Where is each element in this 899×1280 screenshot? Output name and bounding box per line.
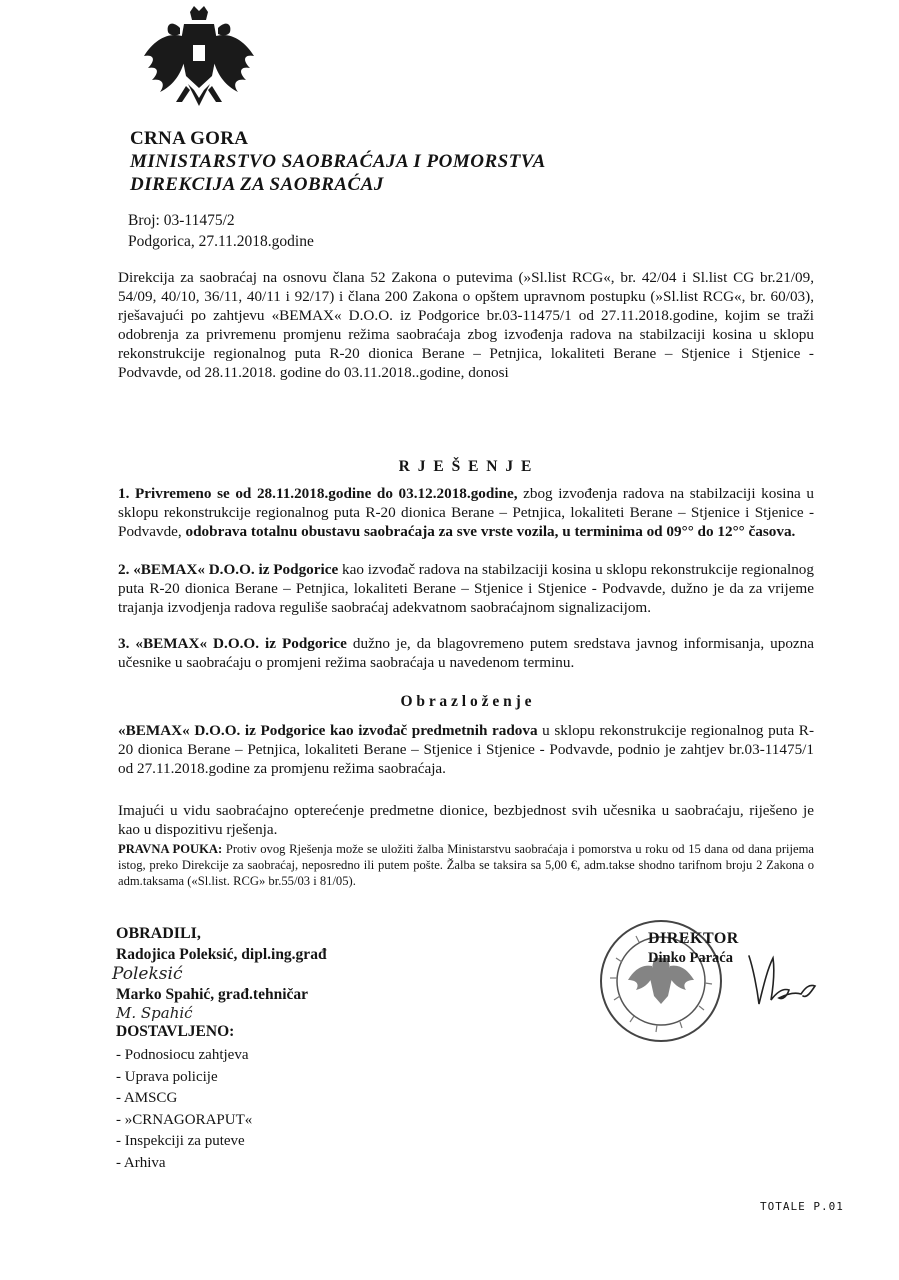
reasoning-paragraph-2: Imajući u vidu saobraćajno opterećenje predmetne dionice, bezbjednost svih učesnika u saobraćaju, riješeno je kao u dispozitivu rješenja. (118, 802, 814, 838)
decision-item-1-lead: 1. Privremeno se od 28.11.2018.godine do 03.12.2018.godine, (118, 485, 518, 502)
distribution-label: DOSTAVLJENO: (116, 1023, 235, 1040)
legal-notice (118, 841, 814, 889)
document-place-date: Podgorica, 27.11.2018.godine (128, 233, 314, 250)
ministry-heading: MINISTARSTVO SAOBRAĆAJA I POMORSTVA (130, 151, 546, 172)
coat-of-arms-icon (140, 6, 258, 118)
distribution-item: - Uprava policije (116, 1067, 252, 1089)
director-title: DIREKTOR (648, 930, 739, 947)
decision-item-2-lead: 2. «BEMAX« D.O.O. iz Podgorice (118, 561, 339, 578)
decision-item-3 (118, 634, 814, 672)
fax-page-mark: TOTALE P.01 (760, 1200, 844, 1213)
country-heading: CRNA GORA (130, 128, 249, 149)
decision-item-3-body: dužno je, da blagovremeno putem sredstava javnog informisanja, upozna učesnike u saobraćaju o promjeni režima saobraćaja u navedenom terminu. (118, 635, 814, 671)
preparer-1-name: Radojica Poleksić, dipl.ing.građ (116, 946, 327, 963)
preparer-1-signature: Poleksić (112, 964, 183, 984)
legal-notice-label: PRAVNA POUKA: (118, 842, 223, 856)
decision-item-1-body: zbog izvođenja radova na stabilzaciji kosina u sklopu rekonstrukcije regionalnog puta R-20 dionica Berane – Petnjica, lokaliteti Berane – Stjenice i Stjenice - Podvavde, (118, 485, 814, 540)
reasoning-paragraph-1 (118, 721, 814, 778)
reasoning-title: O b r a z l o ž e n j e (400, 693, 532, 710)
reasoning-body: u sklopu rekonstrukcije regionalnog puta R-20 dionica Berane – Petnjica, lokaliteti Berane – Stjenice i Stjenice - Podvavde, podnio je zahtjev br.03-11475/1 od 27.11.2018.godine za promjenu režima saobraćaja. (118, 722, 814, 777)
reasoning-lead: «BEMAX« D.O.O. iz Podgorice kao izvođač predmetnih radova (118, 722, 538, 739)
distribution-item: - Inspekciji za puteve (116, 1131, 252, 1153)
distribution-item: - Arhiva (116, 1153, 252, 1175)
directorate-heading: DIREKCIJA ZA SAOBRAĆAJ (130, 174, 384, 195)
prepared-by-label: OBRADILI, (116, 925, 201, 942)
distribution-item: - »CRNAGORAPUT« (116, 1110, 252, 1132)
legal-notice-text: Protiv ovog Rješenja može se uložiti žalba Ministarstvu saobraćaja i pomorstva u roku od 15 dana od dana prijema istog, preko Direkcije za saobraćaj, neposredno ili putem pošte. Žalba se taksira sa 5,00 €, adm.takse shodno tarifnom broju 2 Zakona o adm.taksama («Sl.list. RCG» br.55/03 i 81/05). (118, 842, 814, 888)
decision-item-1-ruling: odobrava totalnu obustavu saobraćaja za sve vrste vozila, u terminima od 09°° do 12°° časova. (181, 523, 796, 540)
preparer-2-signature: M. Spahić (116, 1004, 193, 1022)
decision-item-2 (118, 560, 814, 617)
director-name: Dinko Paraća (648, 950, 733, 966)
distribution-list (116, 1045, 252, 1174)
distribution-item: - AMSCG (116, 1088, 252, 1110)
decision-item-3-lead: 3. «BEMAX« D.O.O. iz Podgorice (118, 635, 347, 652)
document-number: Broj: 03-11475/2 (128, 212, 235, 229)
decision-title: R J E Š E N J E (398, 458, 534, 475)
decision-item-2-body: kao izvođač radova na stabilzaciji kosina u sklopu rekonstrukcije regionalnog puta R-20 dionica Berane – Petnjica, lokaliteti Berane – Stjenice i Stjenice - Podvavde, dužno je da za vrijeme trajanja izvodjenja radova reguliše saobraćaj adekvatnom saobraćajnom signalizacijom. (118, 561, 814, 616)
decision-item-1 (118, 484, 814, 541)
distribution-item: - Podnosiocu zahtjeva (116, 1045, 252, 1067)
preparer-2-name: Marko Spahić, građ.tehničar (116, 986, 309, 1003)
intro-paragraph: Direkcija za saobraćaj na osnovu člana 52 Zakona o putevima (»Sl.list RCG«, br. 42/04 i Sl.list CG br.21/09, 54/09, 40/10, 36/11, 40/11 i 92/17) i člana 200 Zakona o opštem upravnom postupku (»Sl.list RCG«, br. 60/03), rješavajući po zahtjevu «BEMAX« D.O.O. iz Podgorice br.03-11475/1 od 27.11.2018.godine, kojim se traži odobrenja za privremenu promjenu režima saobraćaja zbog izvođenja radova na stabilzaciji kosina u sklopu rekonstrukcije regionalnog puta R-20 dionica Berane – Petnjica, lokaliteti Berane – Stjenice i Stjenice - Podvavde, od 28.11.2018. godine do 03.11.2018..godine, donosi (118, 269, 814, 381)
director-signature-icon (743, 948, 823, 1008)
